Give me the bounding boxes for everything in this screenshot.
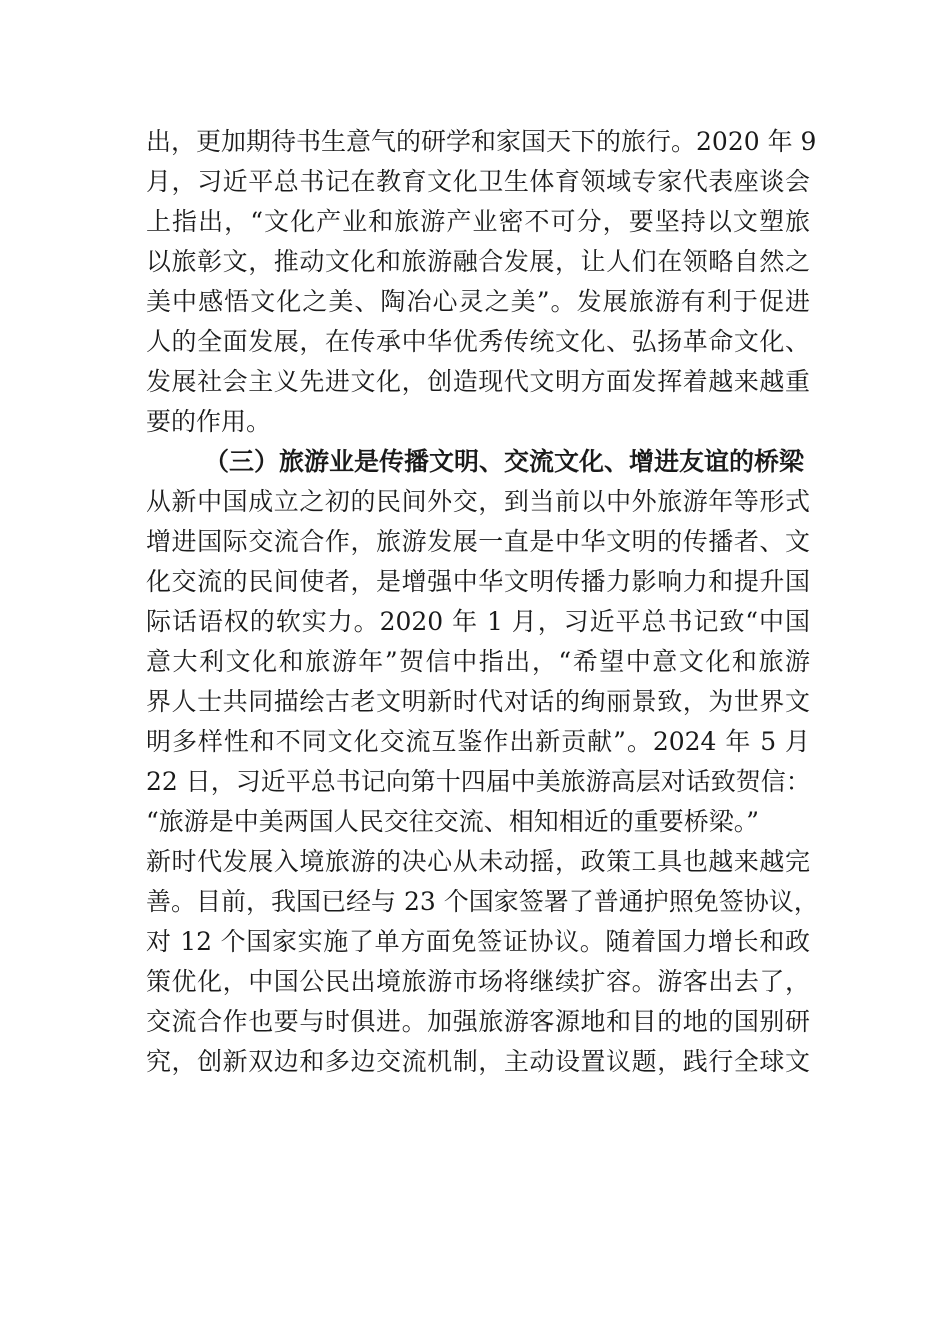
text-line: 以旅彰文，推动文化和旅游融合发展，让人们在领略自然之 xyxy=(146,247,810,276)
text-line: 从新中国成立之初的民间外交，到当前以中外旅游年等形式 xyxy=(146,487,810,516)
text-line: 际话语权的软实力。2020 年 1 月，习近平总书记致“中国 xyxy=(146,607,810,636)
text-line: 新时代发展入境旅游的决心从未动摇，政策工具也越来越完 xyxy=(146,847,810,876)
text-line: 增进国际交流合作，旅游发展一直是中华文明的传播者、文 xyxy=(146,527,810,556)
text-line: 美中感悟文化之美、陶冶心灵之美”。发展旅游有利于促进 xyxy=(146,287,810,316)
text-line: 上指出，“文化产业和旅游产业密不可分，要坚持以文塑旅 xyxy=(146,207,810,236)
text-line: 明多样性和不同文化交流互鉴作出新贡献”。2024 年 5 月 xyxy=(146,727,810,756)
text-line: 22 日，习近平总书记向第十四届中美旅游高层对话致贺信： xyxy=(146,767,811,796)
text-line: 交流合作也要与时俱进。加强旅游客源地和目的地的国别研 xyxy=(146,1007,810,1036)
text-line: 人的全面发展，在传承中华优秀传统文化、弘扬革命文化、 xyxy=(146,327,810,356)
text-line: 对 12 个国家实施了单方面免签证协议。随着国力增长和政 xyxy=(146,927,810,956)
text-line: 化交流的民间使者，是增强中华文明传播力影响力和提升国 xyxy=(146,567,810,596)
text-line: “旅游是中美两国人民交往交流、相知相近的重要桥梁。” xyxy=(146,807,760,836)
text-line: 策优化，中国公民出境旅游市场将继续扩容。游客出去了， xyxy=(146,967,810,996)
body-text xyxy=(146,122,819,1082)
text-line: 出，更加期待书生意气的研学和家国天下的旅行。2020 年 9 xyxy=(146,127,817,156)
text-line: 月，习近平总书记在教育文化卫生体育领域专家代表座谈会 xyxy=(146,167,810,196)
section-heading: （三）旅游业是传播文明、交流文化、增进友谊的桥梁 xyxy=(204,447,805,476)
text-line: 究，创新双边和多边交流机制，主动设置议题，践行全球文 xyxy=(146,1047,810,1076)
text-line: 意大利文化和旅游年”贺信中指出，“希望中意文化和旅游 xyxy=(146,647,810,676)
text-line: 善。目前，我国已经与 23 个国家签署了普通护照免签协议， xyxy=(146,887,819,916)
text-line: 要的作用。 xyxy=(146,407,272,436)
text-line: 界人士共同描绘古老文明新时代对话的绚丽景致，为世界文 xyxy=(146,687,810,716)
text-line: 发展社会主义先进文化，创造现代文明方面发挥着越来越重 xyxy=(146,367,810,396)
